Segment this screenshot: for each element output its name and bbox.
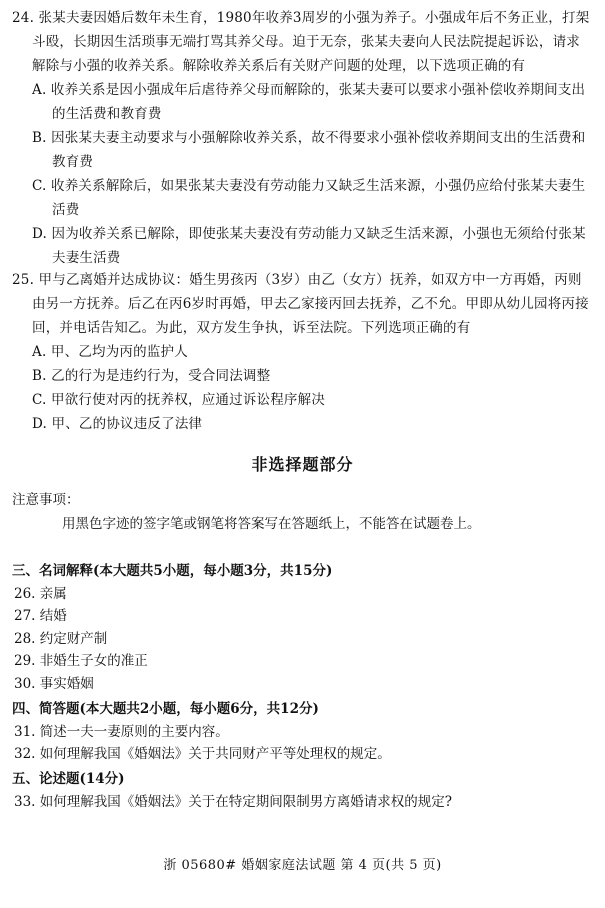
page-footer: 浙 05680# 婚姻家庭法试题 第 4 页(共 5 页) — [163, 858, 442, 873]
question-24-option-b: B. 因张某夫妻主动要求与小强解除收养关系，故不得要求小强补偿收养期间支出的生活费和教育费 — [32, 130, 586, 170]
section-4 — [12, 698, 592, 766]
question-25-stem: 25. 甲与乙离婚并达成协议：婚生男孩丙（3岁）由乙（女方）抚养，如双方中一方再婚，丙则由另一方抚养。后乙在丙6岁时再婚，甲去乙家接丙回去抚养，乙不允。甲即从幼儿园将丙接回，并电话告知乙。为此，双方发生争执，诉至法院。下列选项正确的有 — [12, 272, 589, 336]
question-25-option-a: A. 甲、乙均为丙的监护人 — [32, 344, 188, 360]
section-4-title: 四、简答题(本大题共2小题，每小题6分，共12分) — [12, 701, 319, 717]
section-3-title: 三、名词解释(本大题共5小题，每小题3分，共15分) — [12, 563, 333, 579]
list-item: 27. 结婚 — [14, 608, 67, 624]
notice-body: 用黑色字迹的签字笔或钢笔将答案写在答题纸上，不能答在试题卷上。 — [62, 516, 481, 532]
question-24-stem: 24. 张某夫妻因婚后数年未生育，1980年收养3周岁的小强为养子。小强成年后不务正业，打架斗殴，长期因生活琐事无端打骂其养父母。迫于无奈，张某夫妻向人民法院提起诉讼，请求解除与小强的收养关系。解除收养关系后有关财产问题的处理，以下选项正确的有 — [12, 10, 590, 74]
list-item: 28. 约定财产制 — [14, 630, 108, 647]
list-item: 29. 非婚生子女的准正 — [14, 653, 148, 669]
list-item: 30. 事实婚姻 — [14, 675, 94, 692]
question-25-option-c: C. 甲欲行使对丙的抚养权，应通过诉讼程序解决 — [32, 392, 326, 408]
notice-title: 注意事项： — [12, 492, 80, 508]
question-24 — [12, 6, 592, 270]
section-5-title: 五、论述题(14分) — [12, 771, 125, 787]
section-5 — [12, 768, 592, 813]
section-3 — [12, 560, 592, 695]
question-25-option-b: B. 乙的行为是违约行为，受合同法调整 — [32, 368, 271, 384]
list-item: 31. 简述一夫一妻原则的主要内容。 — [14, 723, 229, 740]
question-24-option-c: C. 收养关系解除后，如果张某夫妻没有劳动能力又缺乏生活来源，小强仍应给付张某夫妻生活费 — [32, 178, 586, 218]
question-24-option-d: D. 因为收养关系已解除，即使张某夫妻没有劳动能力又缺乏生活来源，小强也无须给付张某夫妻生活费 — [32, 226, 586, 266]
list-item: 33. 如何理解我国《婚姻法》关于在特定期间限制男方离婚请求权的规定? — [14, 793, 452, 810]
part-heading: 非选择题部分 — [251, 455, 354, 474]
question-24-option-a: A. 收养关系是因小强成年后虐待养父母而解除的，张某夫妻可以要求小强补偿收养期间支出的生活费和教育费 — [32, 82, 586, 122]
list-item: 26. 亲属 — [14, 585, 67, 602]
question-25-option-d: D. 甲、乙的协议违反了法律 — [32, 416, 203, 432]
list-item: 32. 如何理解我国《婚姻法》关于共同财产平等处理权的规定。 — [14, 746, 391, 762]
question-25 — [12, 268, 592, 436]
